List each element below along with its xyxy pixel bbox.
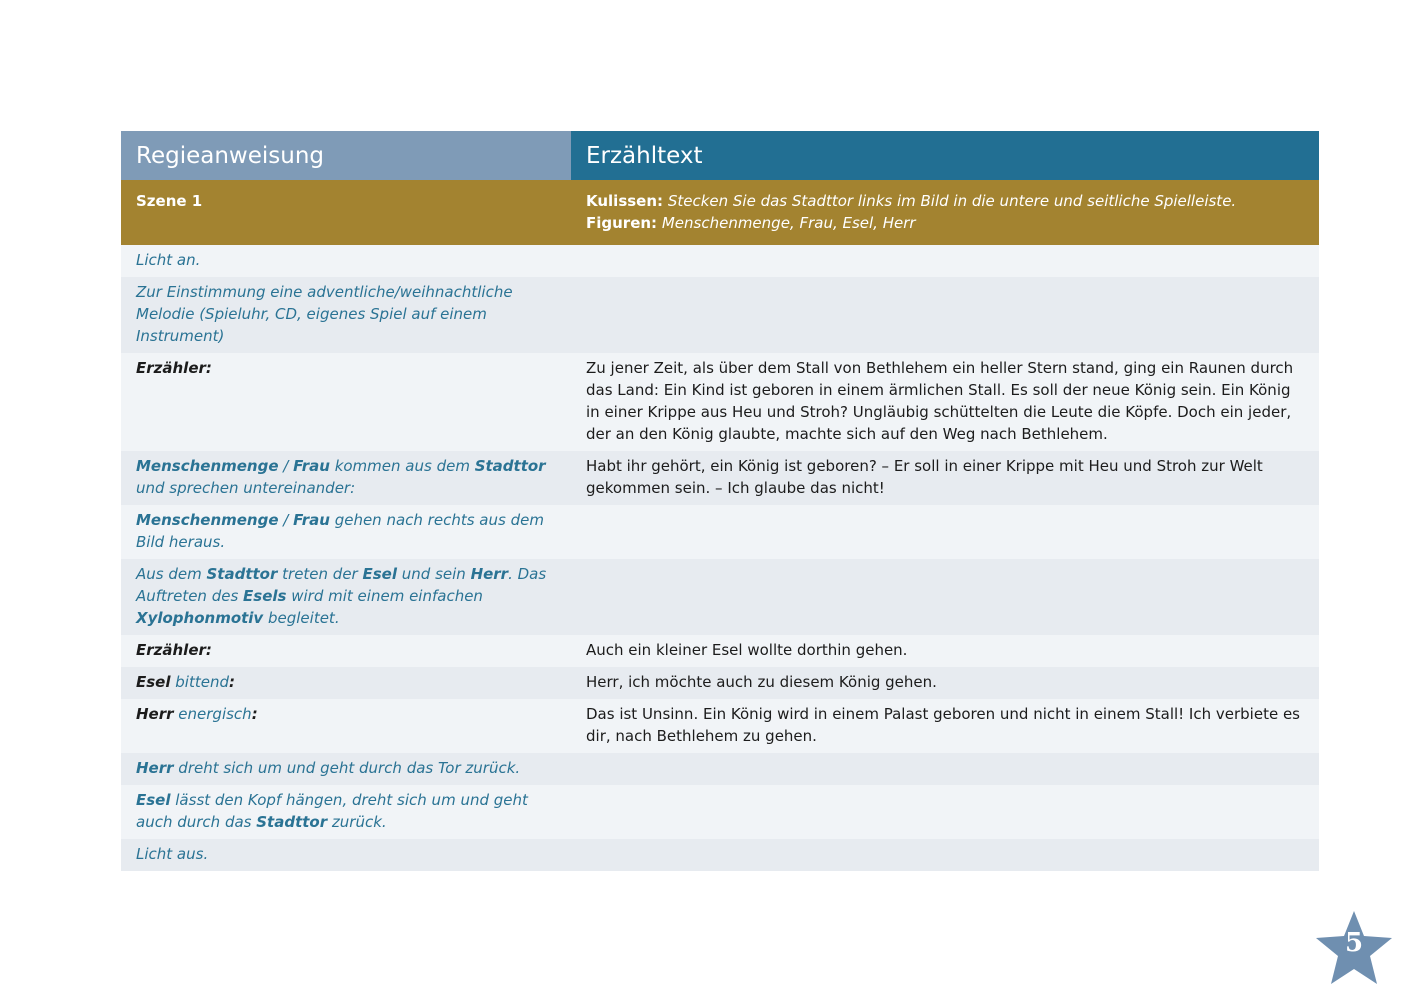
narration-cell bbox=[571, 753, 1319, 785]
keyword: Stadttor bbox=[474, 457, 546, 475]
keyword: Frau bbox=[293, 457, 330, 475]
kulissen-label: Kulissen: bbox=[586, 192, 664, 210]
keyword: Esels bbox=[243, 587, 287, 605]
figuren-label: Figuren: bbox=[586, 214, 658, 232]
direction-cell bbox=[121, 559, 571, 635]
narration-cell bbox=[571, 277, 1319, 353]
keyword: Stadttor bbox=[206, 565, 278, 583]
speaker-colon: : bbox=[251, 705, 258, 723]
narration-cell bbox=[571, 785, 1319, 839]
speaker-cell bbox=[121, 699, 571, 753]
table-row bbox=[121, 667, 1319, 699]
table-row bbox=[121, 839, 1319, 871]
figuren-text: Menschenmenge, Frau, Esel, Herr bbox=[661, 214, 916, 232]
direction-cell: Licht aus. bbox=[136, 845, 209, 863]
keyword: Esel bbox=[362, 565, 397, 583]
speaker-name: Esel bbox=[136, 673, 171, 691]
speaker-name: Herr bbox=[136, 705, 174, 723]
direction-text: und sein bbox=[397, 565, 471, 583]
table-row bbox=[121, 277, 1319, 353]
table-row bbox=[121, 785, 1319, 839]
table-header bbox=[121, 131, 1319, 180]
direction-text: wird mit einem einfachen bbox=[286, 587, 483, 605]
kulissen-line bbox=[586, 190, 1307, 212]
scene-label: Szene 1 bbox=[136, 192, 203, 210]
direction-text: Aus dem bbox=[136, 565, 207, 583]
scene-bar bbox=[121, 180, 1319, 245]
speaker-cell bbox=[121, 667, 571, 699]
narration-cell: Herr, ich möchte auch zu diesem König gehen. bbox=[586, 673, 937, 691]
keyword: Stadttor bbox=[256, 813, 328, 831]
direction-text: dreht sich um und geht durch das Tor zurück. bbox=[173, 759, 521, 777]
scene-label-cell bbox=[121, 180, 571, 245]
direction-text: . Das Auftreten des bbox=[136, 565, 547, 605]
direction-text: / bbox=[278, 457, 294, 475]
keyword: Herr bbox=[136, 759, 174, 777]
header-erzaehltext: Erzähltext bbox=[586, 143, 703, 169]
direction-text: kommen aus dem bbox=[329, 457, 475, 475]
table-row bbox=[121, 559, 1319, 635]
direction-text: begleitet. bbox=[263, 609, 340, 627]
keyword: Menschenmenge bbox=[136, 511, 279, 529]
direction-text: / bbox=[278, 511, 294, 529]
keyword: Frau bbox=[293, 511, 330, 529]
direction-cell: Zur Einstimmung eine adventliche/weihnachtliche Melodie (Spieluhr, CD, eigenes Spiel auf einem Instrument) bbox=[136, 283, 513, 345]
narration-cell bbox=[571, 245, 1319, 277]
scene-info-cell bbox=[571, 180, 1319, 245]
direction-cell bbox=[121, 451, 571, 505]
narration-cell: Zu jener Zeit, als über dem Stall von Bethlehem ein heller Stern stand, ging ein Raunen durch das Land: Ein Kind ist geboren in einem ärmlichen Stall. Es soll der neue König sein. Ein König in einer Krippe aus Heu und Stroh? Ungläubig schüttelten die Leute die Köpfe. Doch ein jeder, der an den König glaubte, machte sich auf den Weg nach Bethlehem. bbox=[586, 359, 1294, 443]
direction-text: lässt den Kopf hängen, dreht sich um und geht auch durch das bbox=[136, 791, 528, 831]
table-row bbox=[121, 451, 1319, 505]
speaker-cell: Erzähler: bbox=[136, 359, 212, 377]
speaker-colon: : bbox=[228, 673, 235, 691]
keyword: Menschenmenge bbox=[136, 457, 279, 475]
direction-cell: Licht an. bbox=[136, 251, 201, 269]
table-row bbox=[121, 245, 1319, 277]
table-row bbox=[121, 505, 1319, 559]
speaker-note: energisch bbox=[173, 705, 252, 723]
page-number: 5 bbox=[1344, 928, 1364, 958]
direction-cell bbox=[121, 753, 571, 785]
narration-cell: Das ist Unsinn. Ein König wird in einem Palast geboren und nicht in einem Stall! Ich verbiete es dir, nach Bethlehem zu gehen. bbox=[586, 705, 1300, 745]
speaker-note: bittend bbox=[170, 673, 229, 691]
narration-cell bbox=[571, 559, 1319, 635]
direction-cell bbox=[121, 505, 571, 559]
header-cell-left bbox=[121, 131, 571, 180]
header-cell-right bbox=[571, 131, 1319, 180]
narration-cell: Auch ein kleiner Esel wollte dorthin gehen. bbox=[586, 641, 908, 659]
speaker-cell: Erzähler: bbox=[136, 641, 212, 659]
direction-cell bbox=[121, 785, 571, 839]
narration-cell bbox=[571, 505, 1319, 559]
table-row bbox=[121, 353, 1319, 451]
narration-cell: Habt ihr gehört, ein König ist geboren? – Er soll in einer Krippe mit Heu und Stroh zur Welt gekommen sein. – Ich glaube das nicht! bbox=[586, 457, 1263, 497]
table-row bbox=[121, 699, 1319, 753]
keyword: Herr bbox=[470, 565, 509, 583]
table-row bbox=[121, 753, 1319, 785]
direction-text: gehen nach rechts aus dem Bild heraus. bbox=[136, 511, 544, 551]
direction-text: treten der bbox=[277, 565, 363, 583]
figuren-line bbox=[586, 212, 1307, 234]
direction-text: zurück. bbox=[327, 813, 387, 831]
header-regieanweisung: Regieanweisung bbox=[136, 143, 324, 169]
script-table bbox=[121, 131, 1319, 871]
keyword: Esel bbox=[136, 791, 171, 809]
kulissen-text: Stecken Sie das Stadttor links im Bild in die untere und seitliche Spielleiste. bbox=[667, 192, 1237, 210]
direction-text: und sprechen untereinander: bbox=[136, 479, 356, 497]
narration-cell bbox=[571, 839, 1319, 871]
keyword: Xylophonmotiv bbox=[136, 609, 264, 627]
table-row bbox=[121, 635, 1319, 667]
